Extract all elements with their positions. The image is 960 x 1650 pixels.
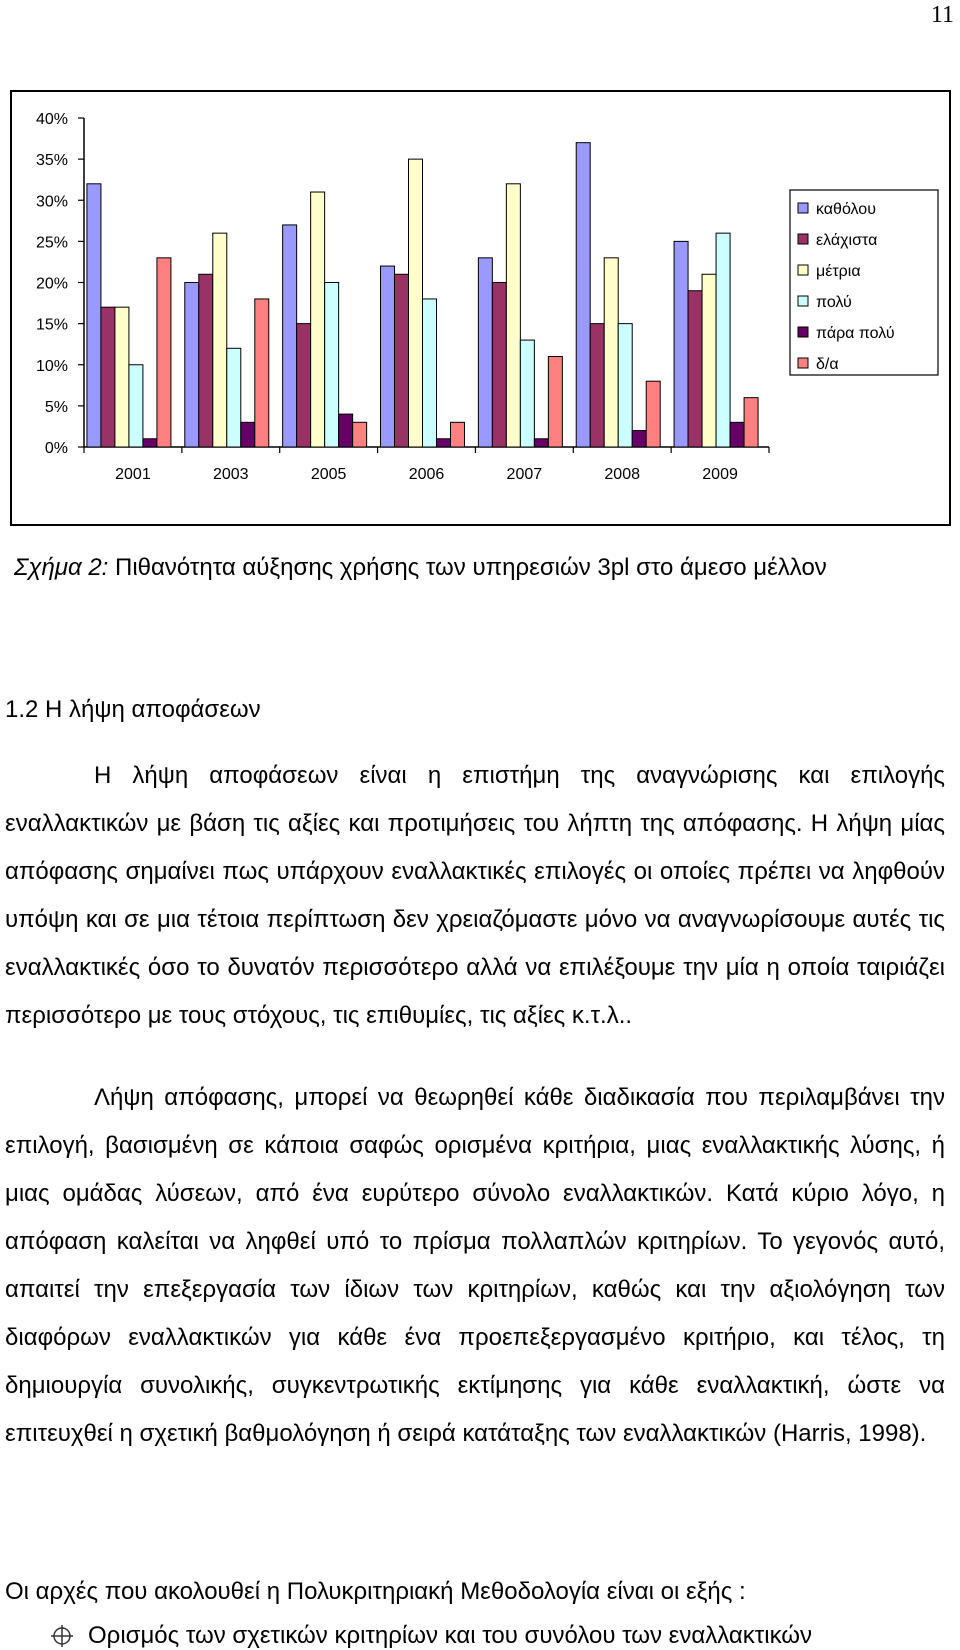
crosshair-bullet-icon	[50, 1624, 74, 1648]
bar	[423, 299, 437, 447]
bar-chart	[12, 92, 949, 524]
legend-label: καθόλου	[816, 201, 876, 218]
bullet-item	[50, 1622, 812, 1650]
bar	[702, 274, 716, 447]
y-tick-label: 5%	[44, 398, 68, 416]
x-tick-label: 2003	[212, 466, 249, 483]
principles-intro: Οι αρχές που ακολουθεί η Πολυκριτηριακή Μεθοδολογία είναι οι εξής :	[5, 1578, 746, 1605]
bar	[199, 274, 213, 447]
bar	[646, 381, 660, 447]
y-tick-label: 0%	[44, 440, 68, 457]
bar	[283, 225, 297, 447]
x-tick-label: 2005	[310, 466, 347, 483]
bar	[632, 431, 646, 447]
y-tick-label: 30%	[35, 193, 68, 211]
caption-text: Πιθανότητα αύξησης χρήσης των υπηρεσιών 3pl στο άμεσο μέλλον	[108, 554, 827, 581]
bar	[157, 258, 171, 447]
legend-label: μέτρια	[816, 263, 861, 280]
legend-label: πολύ	[816, 294, 852, 311]
y-tick-label: 40%	[35, 111, 68, 128]
bar	[213, 233, 227, 447]
paragraph-1-text: Η λήψη αποφάσεων είναι η επιστήμη της αναγνώρισης και επιλογής εναλλακτικών με βάση τις αξίες και προτιμήσεις του λήπτη της απόφασης. Η λήψη μίας απόφασης σημαίνει πως υπάρχουν εναλλακτικές επιλογές οι οποίες πρέπει να ληφθούν υπόψη και σε μια τέτοια περίπτωση δεν χρειαζόμαστε μόνο να αναγνωρίσουμε αυτές τις εναλλακτικές όσο το δυνατόν περισσότερο αλλά να επιλέξουμε την μία η οποία ταιριάζει περισσότερο με τους στόχους, τις επιθυμίες, τις αξίες κ.τ.λ..	[5, 762, 945, 1029]
bar	[590, 324, 604, 447]
paragraph-2	[5, 1074, 945, 1458]
bar	[604, 258, 618, 447]
bar	[353, 422, 367, 447]
y-tick-label: 35%	[35, 152, 68, 170]
section-heading: 1.2 Η λήψη αποφάσεων	[5, 696, 261, 723]
page-number: 11	[930, 2, 954, 28]
paragraph-1	[5, 752, 945, 1040]
bar	[451, 422, 465, 447]
paragraph-2-text: Λήψη απόφασης, μπορεί να θεωρηθεί κάθε διαδικασία που περιλαμβάνει την επιλογή, βασισμένη σε κάποια σαφώς ορισμένα κριτήρια, μιας εναλλακτικής λύσης, ή μιας ομάδας λύσεων, από ένα ευρύτερο σύνολο εναλλακτικών. Κατά κύριο λόγο, η απόφαση καλείται να ληφθεί υπό το πρίσμα πολλαπλών κριτηρίων. Το γεγονός αυτό, απαιτεί την επεξεργασία των ίδιων των κριτηρίων, καθώς και την αξιολόγηση των διαφόρων εναλλακτικών για κάθε ένα προεπεξεργασμένο κριτήριο, και τέλος, τη δημιουργία συνολικής, συγκεντρωτικής εκτίμησης για κάθε εναλλακτική, ώστε να επιτευχθεί η σχετική βαθμολόγηση ή σειρά κατάταξης των εναλλακτικών (Harris, 1998).	[5, 1084, 945, 1447]
x-tick-label: 2007	[506, 466, 543, 483]
bar	[115, 307, 129, 447]
bar	[297, 324, 311, 447]
bar	[339, 414, 353, 447]
bar	[744, 398, 758, 447]
bar	[255, 299, 269, 447]
bar	[311, 192, 325, 447]
bar	[241, 422, 255, 447]
legend-label: πάρα πολύ	[816, 325, 895, 342]
chart-frame	[10, 90, 951, 526]
x-tick-label: 2006	[408, 466, 445, 483]
caption-label: Σχήμα 2:	[14, 554, 109, 581]
legend-swatch	[798, 234, 808, 244]
bar	[492, 283, 506, 448]
x-tick-label: 2008	[604, 466, 641, 483]
legend-swatch	[798, 265, 808, 275]
bar	[325, 283, 339, 448]
y-tick-label: 20%	[35, 275, 68, 293]
legend-swatch	[798, 327, 808, 337]
bar	[227, 348, 241, 447]
bar	[520, 340, 534, 447]
bar	[548, 357, 562, 447]
bar	[674, 241, 688, 447]
legend-swatch	[798, 296, 808, 306]
y-tick-label: 25%	[35, 234, 68, 252]
figure-caption	[14, 554, 827, 582]
legend-label: ελάχιστα	[816, 232, 878, 249]
legend-label: δ/α	[816, 356, 839, 373]
y-tick-label: 10%	[35, 357, 68, 375]
bar	[101, 307, 115, 447]
bar	[716, 233, 730, 447]
bar	[506, 184, 520, 447]
bar	[185, 283, 199, 448]
bar	[381, 266, 395, 447]
bar	[129, 365, 143, 447]
y-tick-label: 15%	[35, 316, 68, 334]
bar	[730, 422, 744, 447]
bar	[534, 439, 548, 447]
bar	[143, 439, 157, 447]
bar	[618, 324, 632, 447]
bar	[409, 159, 423, 447]
x-tick-label: 2001	[115, 466, 151, 483]
bullet-text: Ορισμός των σχετικών κριτηρίων και του συνόλου των εναλλακτικών	[88, 1622, 813, 1649]
bar	[576, 143, 590, 447]
legend-swatch	[798, 358, 808, 368]
legend-swatch	[798, 203, 808, 213]
bar	[395, 274, 409, 447]
bar	[87, 184, 101, 447]
bar	[478, 258, 492, 447]
bar	[437, 439, 451, 447]
bar	[688, 291, 702, 447]
x-tick-label: 2009	[702, 466, 738, 483]
